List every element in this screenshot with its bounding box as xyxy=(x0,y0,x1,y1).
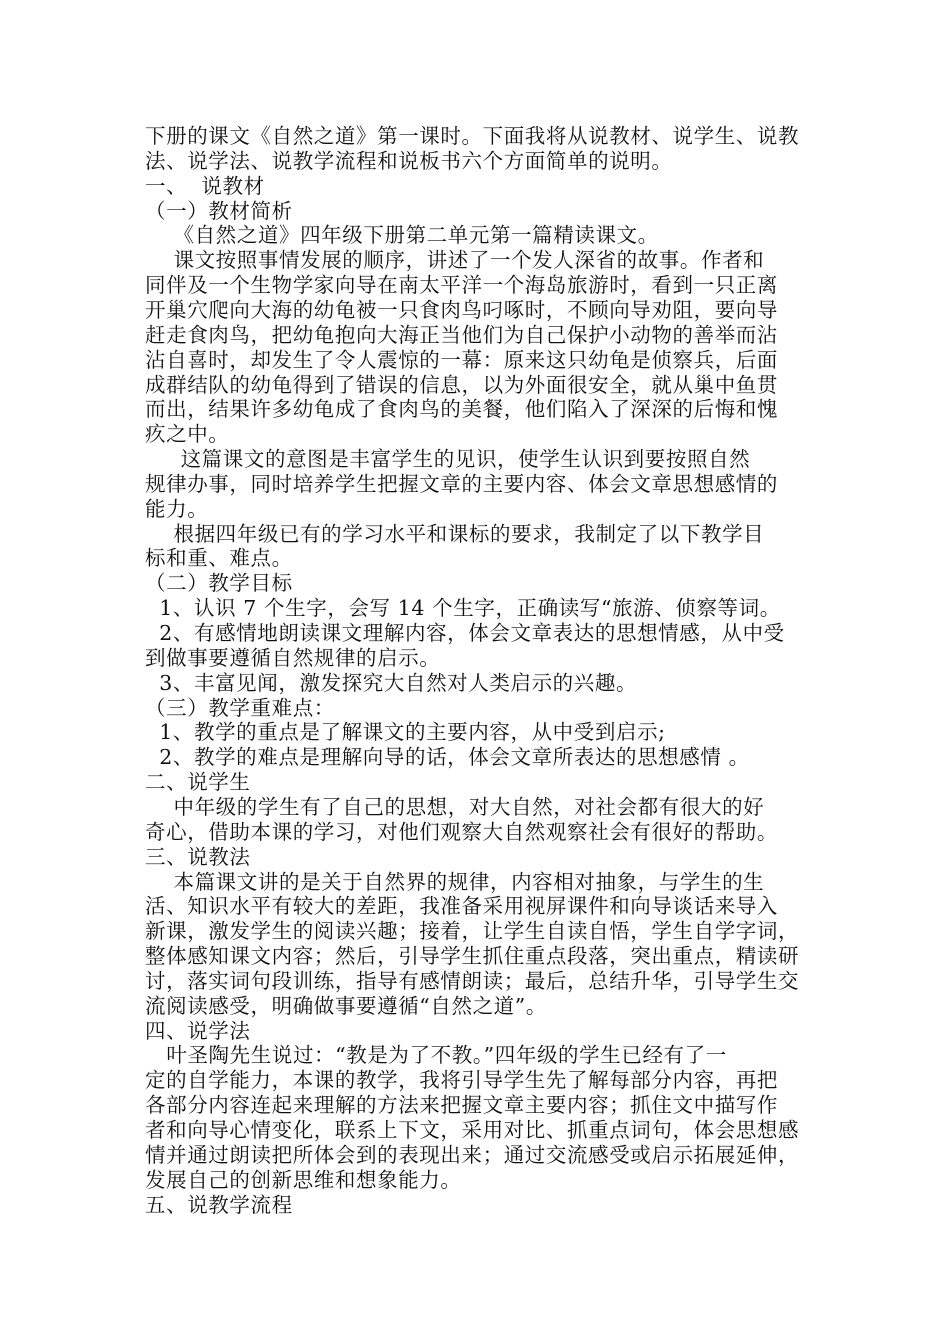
text-line: 同伴及一个生物学家向导在南太平洋一个海岛旅游时，看到一只正离 xyxy=(145,273,778,298)
text-line: 叶圣陶先生说过：“教是为了不教。”四年级的学生已经有了一 xyxy=(145,1043,727,1068)
text-line: 而出，结果许多幼龟成了食肉鸟的美餐，他们陷入了深深的后悔和愧 xyxy=(145,397,778,422)
text-line: 一、 说教材 xyxy=(145,173,265,198)
text-line: 发展自己的创新思维和想象能力。 xyxy=(145,1167,462,1192)
text-line: 1、教学的重点是了解课文的主要内容，从中受到启示; xyxy=(145,720,666,745)
text-line: 这篇课文的意图是丰富学生的见识，使学生认识到要按照自然 xyxy=(145,447,751,472)
text-line: 三、说教法 xyxy=(145,844,251,869)
text-line: 能力。 xyxy=(145,496,209,521)
text-line: 法、说学法、说教学流程和说板书六个方面简单的说明。 xyxy=(145,148,673,173)
text-line: 疚之中。 xyxy=(145,422,230,447)
text-line: 中年级的学生有了自己的思想，对大自然，对社会都有很大的好 xyxy=(145,794,765,819)
text-line: 讨，落实词句段训练，指导有感情朗读；最后，总结升华，引导学生交 xyxy=(145,968,800,993)
text-line: 四、说学法 xyxy=(145,1018,251,1043)
text-line: 二、说学生 xyxy=(145,770,251,795)
text-line: 者和向导心情变化，联系上下文，采用对比、抓重点词句，体会思想感 xyxy=(145,1118,800,1142)
text-line: 到做事要遵循自然规律的启示。 xyxy=(145,645,441,670)
text-line: 下册的课文《自然之道》第一课时。下面我将从说教材、说学生、说教 xyxy=(145,124,800,148)
text-line: （一）教材简析 xyxy=(145,198,293,223)
text-line: 本篇课文讲的是关于自然界的规律，内容相对抽象，与学生的生 xyxy=(145,869,765,894)
text-line: 各部分内容连起来理解的方法来把握文章主要内容；抓住文中描写作 xyxy=(145,1093,778,1118)
text-line: 规律办事，同时培养学生把握文章的主要内容、体会文章思想感情的 xyxy=(145,471,778,496)
text-line: 情并通过朗读把所体会到的表现出来；通过交流感受或启示拓展延伸， xyxy=(145,1142,800,1167)
text-line: （二）教学目标 xyxy=(145,571,293,596)
text-line: 赶走食肉鸟，把幼龟抱向大海正当他们为自己保护小动物的善举而沾 xyxy=(145,322,778,347)
text-line: 开巢穴爬向大海的幼龟被一只食肉鸟叼啄时，不顾向导劝阻，要向导 xyxy=(145,297,778,322)
text-line: 流阅读感受，明确做事要遵循“自然之道”。 xyxy=(145,993,547,1018)
text-line: （三）教学重难点： xyxy=(145,695,335,720)
text-line: 课文按照事情发展的顺序，讲述了一个发人深省的故事。作者和 xyxy=(145,248,765,273)
text-line: 沾自喜时，却发生了令人震惊的一幕：原来这只幼龟是侦察兵，后面 xyxy=(145,347,778,372)
text-line: 定的自学能力，本课的教学，我将引导学生先了解每部分内容，再把 xyxy=(145,1068,778,1093)
text-line: 成群结队的幼龟得到了错误的信息，以为外面很安全，就从巢中鱼贯 xyxy=(145,372,778,397)
text-line: 整体感知课文内容；然后，引导学生抓住重点段落，突出重点，精读研 xyxy=(145,944,800,969)
text-line: 五、说教学流程 xyxy=(145,1192,293,1217)
text-line: 活、知识水平有较大的差距，我准备采用视屏课件和向导谈话来导入 xyxy=(145,894,778,919)
text-line: 1、认识 7 个生字，会写 14 个生字，正确读写“旅游、侦察等词。 xyxy=(145,596,781,621)
text-line: 2、有感情地朗读课文理解内容，体会文章表达的思想情感，从中受 xyxy=(145,621,785,645)
text-line: 新课，激发学生的阅读兴趣；接着，让学生自读自悟，学生自学字词， xyxy=(145,919,800,944)
text-line: 标和重、难点。 xyxy=(145,546,293,571)
text-line: 奇心，借助本课的学习，对他们观察大自然观察社会有很好的帮助。 xyxy=(145,819,778,844)
text-line: 《自然之道》四年级下册第二单元第一篇精读课文。 xyxy=(145,223,659,248)
text-line: 2、教学的难点是理解向导的话，体会文章所表达的思想感情 。 xyxy=(145,745,750,770)
text-line: 3、丰富见闻，激发探究大自然对人类启示的兴趣。 xyxy=(145,670,638,695)
text-line: 根据四年级已有的学习水平和课标的要求，我制定了以下教学目 xyxy=(145,521,765,546)
